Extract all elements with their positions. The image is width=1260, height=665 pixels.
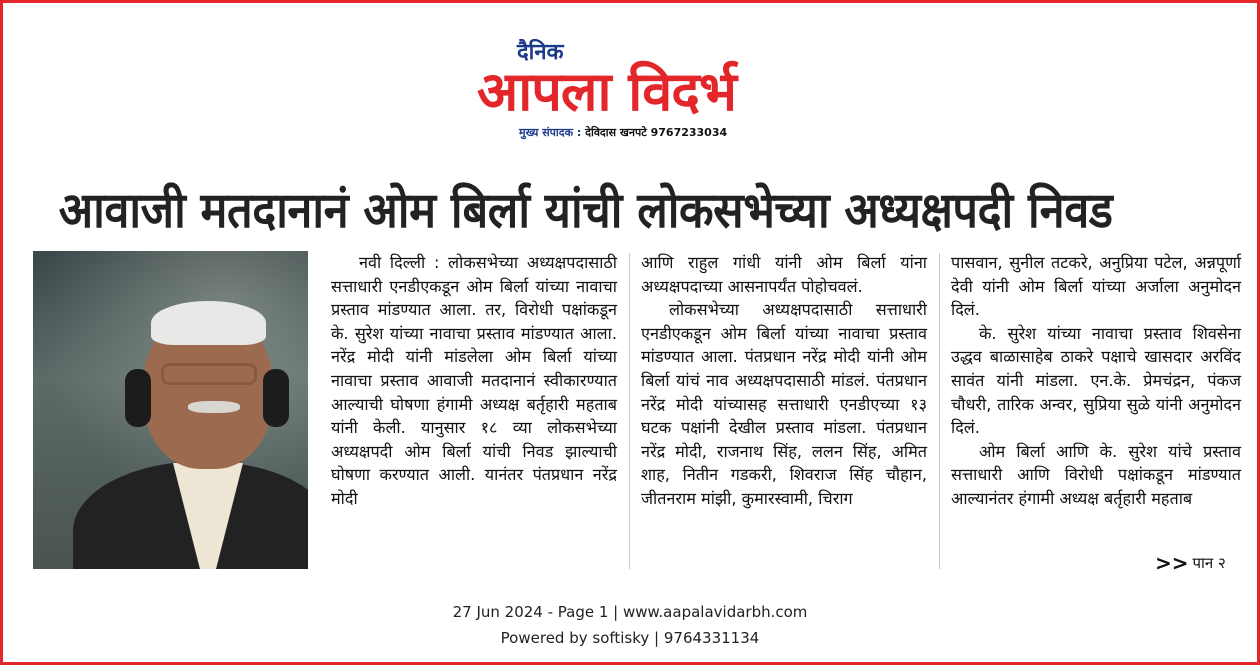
editor-value: देविदास खनपटे 9767233034 [585, 126, 728, 139]
editor-line [519, 125, 727, 140]
article-paragraph: के. सुरेश यांच्या नावाचा प्रस्ताव शिवसेना उद्धव बाळासाहेब ठाकरे पक्षाचे खासदार अरविंद सावंत यांनी मांडला. एन.के. प्रेमचंद्रन, पंकज चौधरी, तारिक अन्वर, सुप्रिया सुळे यांनी अनुमोदन दिलं. [951, 323, 1241, 438]
article-paragraph: लोकसभेच्या अध्यक्षपदासाठी सत्ताधारी एनडीएकडून ओम बिर्ला यांच्या नावाचा प्रस्ताव मांडण्यात आला. पंतप्रधान नरेंद्र मोदी यांनी ओम बिर्ला यांचं नाव अध्यक्षपदासाठी मांडलं. पंतप्रधान नरेंद्र मोदी यांच्यासह सत्ताधारी एनडीएच्या १३ घटक पक्षांनी देखील प्रस्ताव मांडला. पंतप्रधान नरेंद्र मोदी, राजनाथ सिंह, ललन सिंह, अमित शाह, नितीन गडकरी, शिवराज सिंह चौहान, जीतनराम मांझी, कुमारस्वामी, चिराग [641, 300, 927, 508]
article-paragraph: पासवान, सुनील तटकरे, अनुप्रिया पटेल, अन्नपूर्णा देवी यांनी ओम बिर्ला यांच्या अर्जाला अनुमोदन दिलं. [951, 253, 1241, 320]
column-divider [939, 253, 940, 569]
column-divider [629, 253, 630, 569]
masthead-title: आपला विदर्भ [477, 60, 736, 123]
article-photo [33, 251, 308, 569]
masthead-daily-label: दैनिक [517, 40, 564, 65]
headphone-icon [125, 369, 151, 427]
continued-page-label: पान २ [1192, 554, 1226, 572]
masthead [473, 41, 803, 141]
article-headline: आवाजी मतदानानं ओम बिर्ला यांची लोकसभेच्या अध्यक्षपदी निवड [58, 182, 1113, 239]
article-column-3 [951, 251, 1241, 511]
continued-on-page-link[interactable] [1155, 551, 1226, 575]
double-chevron-right-icon: >> [1155, 551, 1189, 575]
article-paragraph: नवी दिल्ली : लोकसभेच्या अध्यक्षपदासाठी सत्ताधारी एनडीएकडून ओम बिर्ला यांच्या नावाचा प्रस्ताव मांडण्यात आला. तर, विरोधी पक्षांकडून के. सुरेश यांच्या नावाचा प्रस्ताव मांडण्यात आला. नरेंद्र मोदी यांनी मांडलेला ओम बिर्ला यांच्या नावाचा प्रस्ताव आवाजी मतदानानं स्वीकारण्यात आल्याची घोषणा हंगामी अध्यक्ष बर्तृहारी महताब यांनी केली. यानुसार १८ व्या लोकसभेच्या अध्यक्षपदी ओम बिर्ला यांची निवड झाल्याची घोषणा करण्यात आली. यानंतर पंतप्रधान नरेंद्र मोदी [331, 253, 617, 508]
footer-powered-by: Powered by softisky | 9764331134 [500, 629, 760, 647]
article-column-2 [641, 251, 927, 511]
article-column-1 [331, 251, 617, 511]
article-paragraph: आणि राहुल गांधी यांनी ओम बिर्ला यांना अध्यक्षपदाच्या आसनापर्यंत पोहोचवलं. [641, 253, 927, 296]
footer-date-page-url: 27 Jun 2024 - Page 1 | www.aapalavidarbh.com [452, 603, 808, 621]
article-paragraph: ओम बिर्ला आणि के. सुरेश यांचे प्रस्ताव सत्ताधारी आणि विरोधी पक्षांकडून मांडण्यात आल्यानंतर हंगामी अध्यक्ष बर्तृहारी महताब [951, 441, 1241, 508]
editor-label: मुख्य संपादक : [519, 126, 582, 139]
